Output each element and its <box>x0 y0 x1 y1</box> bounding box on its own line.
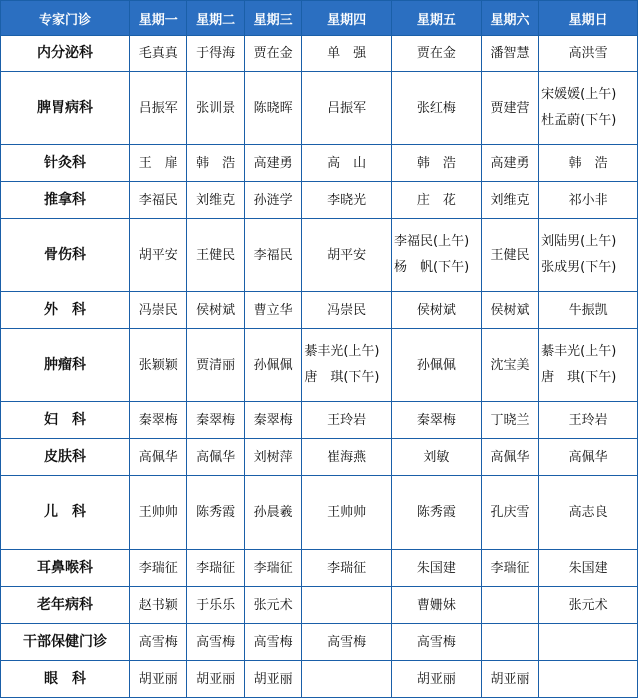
doctor-name: 王玲岩 <box>568 412 608 428</box>
doctor-name: 李福民 <box>253 247 293 263</box>
doctor-cell-saturday <box>482 402 538 438</box>
doctor-name: 孔庆雪 <box>490 505 530 520</box>
department-name: 推拿科 <box>1 182 129 218</box>
table-row <box>1 145 637 181</box>
doctor-name: 韩 浩 <box>416 155 456 171</box>
doctor-cell-friday <box>392 72 481 144</box>
header-friday: 星期五 <box>392 1 481 35</box>
doctor-name-shift: 綦丰光(上午) <box>541 344 617 359</box>
department-name: 针灸科 <box>1 145 129 181</box>
doctor-cell-friday <box>392 36 481 71</box>
doctor-name-shift: 唐 琪(下午) <box>304 370 380 385</box>
doctor-cell-monday <box>130 661 186 697</box>
table-row <box>1 550 637 586</box>
table-row <box>1 402 637 438</box>
doctor-name-shift: 杨 帆(下午) <box>394 260 470 275</box>
header-sunday: 星期日 <box>539 1 637 35</box>
doctor-name: 陈秀霞 <box>196 505 236 520</box>
doctor-cell-sunday <box>539 72 637 144</box>
doctor-name: 赵书颖 <box>138 597 178 613</box>
doctor-name: 高 山 <box>327 155 367 171</box>
doctor-name: 庄 花 <box>416 192 456 208</box>
table-row <box>1 182 637 218</box>
doctor-name: 丁晓兰 <box>490 412 530 428</box>
doctor-cell-sunday <box>539 624 637 660</box>
doctor-cell-monday <box>130 72 186 144</box>
doctor-name: 贾在金 <box>253 46 293 61</box>
doctor-name: 胡亚丽 <box>416 671 456 687</box>
doctor-cell-saturday <box>482 145 538 181</box>
doctor-name: 曹姗妹 <box>416 597 456 613</box>
doctor-name: 胡亚丽 <box>138 671 178 687</box>
doctor-name: 韩 浩 <box>196 155 236 171</box>
doctor-cell-sunday <box>539 550 637 586</box>
doctor-cell-monday <box>130 476 186 549</box>
doctor-name: 王玲岩 <box>327 412 367 428</box>
doctor-cell-tuesday <box>187 402 243 438</box>
doctor-cell-saturday <box>482 550 538 586</box>
doctor-cell-monday <box>130 550 186 586</box>
doctor-name: 高雪梅 <box>253 634 293 650</box>
doctor-name: 胡亚丽 <box>253 671 293 687</box>
doctor-cell-saturday <box>482 292 538 328</box>
table-row <box>1 219 637 291</box>
doctor-name: 张训景 <box>196 100 236 116</box>
doctor-cell-saturday <box>482 36 538 71</box>
table-row <box>1 661 637 697</box>
doctor-cell-friday <box>392 219 481 291</box>
table-row <box>1 36 637 71</box>
doctor-cell-wednesday <box>245 145 301 181</box>
schedule-body <box>1 36 637 697</box>
doctor-cell-tuesday <box>187 439 243 475</box>
doctor-cell-friday <box>392 439 481 475</box>
doctor-cell-monday <box>130 439 186 475</box>
doctor-cell-saturday <box>482 72 538 144</box>
department-name: 脾胃病科 <box>1 72 129 144</box>
department-name: 眼 科 <box>1 661 129 697</box>
doctor-name: 秦翠梅 <box>138 412 178 428</box>
doctor-name-shift: 宋媛媛(上午) <box>541 87 617 102</box>
doctor-name: 李晓光 <box>327 192 367 208</box>
doctor-cell-saturday <box>482 624 538 660</box>
doctor-cell-sunday <box>539 182 637 218</box>
doctor-cell-sunday <box>539 402 637 438</box>
header-wednesday: 星期三 <box>245 1 301 35</box>
doctor-name: 沈宝美 <box>490 357 530 373</box>
doctor-cell-sunday <box>539 587 637 623</box>
doctor-name: 侯树斌 <box>490 302 530 318</box>
doctor-name: 刘树萍 <box>253 449 293 465</box>
doctor-name: 秦翠梅 <box>196 412 236 428</box>
doctor-cell-tuesday <box>187 624 243 660</box>
doctor-cell-friday <box>392 145 481 181</box>
doctor-cell-tuesday <box>187 661 243 697</box>
department-name: 干部保健门诊 <box>1 624 129 660</box>
doctor-name: 陈晓晖 <box>253 100 293 116</box>
header-thursday: 星期四 <box>302 1 391 35</box>
header-monday: 星期一 <box>130 1 186 35</box>
doctor-name: 孙佩佩 <box>416 357 456 373</box>
doctor-cell-sunday <box>539 219 637 291</box>
doctor-cell-monday <box>130 36 186 71</box>
doctor-name: 潘智慧 <box>490 46 530 61</box>
doctor-cell-saturday <box>482 587 538 623</box>
doctor-name: 李瑞征 <box>490 560 530 576</box>
doctor-cell-saturday <box>482 439 538 475</box>
doctor-name: 张红梅 <box>416 100 456 116</box>
doctor-name: 张元术 <box>253 597 293 613</box>
doctor-name-shift: 李福民(上午) <box>394 234 470 249</box>
doctor-name: 王健民 <box>490 247 530 263</box>
doctor-name: 韩 浩 <box>568 155 608 171</box>
doctor-name: 贾建营 <box>490 100 530 116</box>
doctor-name: 秦翠梅 <box>416 412 456 428</box>
doctor-name: 高佩华 <box>568 449 608 465</box>
doctor-cell-tuesday <box>187 219 243 291</box>
doctor-cell-friday <box>392 476 481 549</box>
table-row <box>1 292 637 328</box>
doctor-name: 王帅帅 <box>138 505 178 520</box>
doctor-name: 朱国建 <box>416 560 456 576</box>
doctor-name: 高雪梅 <box>416 634 456 650</box>
doctor-cell-monday <box>130 402 186 438</box>
doctor-cell-sunday <box>539 292 637 328</box>
doctor-cell-wednesday <box>245 329 301 401</box>
doctor-name: 刘维克 <box>490 192 530 208</box>
doctor-cell-monday <box>130 329 186 401</box>
doctor-cell-thursday <box>302 219 391 291</box>
doctor-cell-thursday <box>302 550 391 586</box>
doctor-cell-monday <box>130 182 186 218</box>
doctor-cell-thursday <box>302 329 391 401</box>
doctor-cell-sunday <box>539 476 637 549</box>
department-name: 骨伤科 <box>1 219 129 291</box>
doctor-name: 胡平安 <box>138 247 178 263</box>
doctor-name-shift: 唐 琪(下午) <box>541 370 617 385</box>
doctor-name: 孙晨羲 <box>253 505 293 520</box>
doctor-name: 高佩华 <box>196 449 236 465</box>
doctor-cell-thursday <box>302 661 391 697</box>
doctor-cell-wednesday <box>245 292 301 328</box>
doctor-name: 李瑞征 <box>327 560 367 576</box>
doctor-cell-saturday <box>482 661 538 697</box>
department-name: 老年病科 <box>1 587 129 623</box>
doctor-cell-thursday <box>302 439 391 475</box>
doctor-name: 贾在金 <box>416 46 456 61</box>
doctor-name: 高洪雪 <box>568 46 608 61</box>
doctor-cell-tuesday <box>187 550 243 586</box>
doctor-name: 高佩华 <box>490 449 530 465</box>
doctor-cell-tuesday <box>187 329 243 401</box>
doctor-cell-thursday <box>302 292 391 328</box>
doctor-name: 陈秀霞 <box>416 505 456 520</box>
doctor-cell-saturday <box>482 476 538 549</box>
doctor-name: 李瑞征 <box>138 560 178 576</box>
doctor-name: 贾清丽 <box>196 357 236 373</box>
doctor-name: 李福民 <box>138 192 178 208</box>
doctor-cell-wednesday <box>245 72 301 144</box>
doctor-name: 高雪梅 <box>196 634 236 650</box>
doctor-cell-wednesday <box>245 624 301 660</box>
doctor-cell-tuesday <box>187 36 243 71</box>
doctor-name-shift: 杜孟蔚(下午) <box>541 113 617 128</box>
doctor-name-shift: 綦丰光(上午) <box>304 344 380 359</box>
doctor-cell-thursday <box>302 402 391 438</box>
header-row <box>1 1 637 35</box>
department-name: 皮肤科 <box>1 439 129 475</box>
doctor-cell-friday <box>392 661 481 697</box>
doctor-name: 于得海 <box>196 46 236 61</box>
header-dept: 专家门诊 <box>1 1 129 35</box>
doctor-name-shift: 张成男(下午) <box>541 260 617 275</box>
doctor-cell-sunday <box>539 329 637 401</box>
doctor-cell-friday <box>392 402 481 438</box>
doctor-cell-thursday <box>302 36 391 71</box>
doctor-cell-saturday <box>482 329 538 401</box>
doctor-name: 高雪梅 <box>138 634 178 650</box>
doctor-cell-thursday <box>302 476 391 549</box>
table-row <box>1 439 637 475</box>
table-row <box>1 72 637 144</box>
doctor-cell-thursday <box>302 72 391 144</box>
doctor-name: 吕振军 <box>138 100 178 116</box>
doctor-name: 王帅帅 <box>327 505 367 520</box>
doctor-cell-sunday <box>539 36 637 71</box>
department-name: 妇 科 <box>1 402 129 438</box>
doctor-name: 高佩华 <box>138 449 178 465</box>
doctor-cell-wednesday <box>245 587 301 623</box>
doctor-cell-tuesday <box>187 182 243 218</box>
doctor-name: 张颖颖 <box>138 357 178 373</box>
doctor-name: 秦翠梅 <box>253 412 293 428</box>
doctor-cell-tuesday <box>187 587 243 623</box>
doctor-cell-friday <box>392 624 481 660</box>
doctor-name: 高建勇 <box>253 155 293 171</box>
doctor-cell-friday <box>392 587 481 623</box>
doctor-name: 张元术 <box>568 597 608 613</box>
doctor-name: 胡亚丽 <box>490 671 530 687</box>
doctor-cell-tuesday <box>187 476 243 549</box>
doctor-name: 冯崇民 <box>138 302 178 318</box>
doctor-name-shift: 刘陆男(上午) <box>541 234 617 249</box>
doctor-name: 李瑞征 <box>196 560 236 576</box>
department-name: 耳鼻喉科 <box>1 550 129 586</box>
doctor-name: 侯树斌 <box>196 302 236 318</box>
doctor-cell-friday <box>392 329 481 401</box>
doctor-name: 孙涟学 <box>253 192 293 208</box>
department-name: 儿 科 <box>1 476 129 549</box>
doctor-name: 祁小非 <box>568 192 608 208</box>
doctor-cell-thursday <box>302 145 391 181</box>
header-saturday: 星期六 <box>482 1 538 35</box>
doctor-cell-thursday <box>302 182 391 218</box>
doctor-cell-wednesday <box>245 402 301 438</box>
doctor-name: 单 强 <box>327 46 367 61</box>
doctor-name: 刘敏 <box>423 449 450 465</box>
doctor-cell-thursday <box>302 587 391 623</box>
header-tuesday: 星期二 <box>187 1 243 35</box>
doctor-cell-sunday <box>539 439 637 475</box>
doctor-name: 王健民 <box>196 247 236 263</box>
doctor-cell-wednesday <box>245 550 301 586</box>
doctor-cell-friday <box>392 182 481 218</box>
doctor-cell-wednesday <box>245 36 301 71</box>
doctor-name: 侯树斌 <box>416 302 456 318</box>
doctor-name: 吕振军 <box>327 100 367 116</box>
doctor-name: 高志良 <box>568 505 608 520</box>
doctor-cell-sunday <box>539 661 637 697</box>
doctor-cell-monday <box>130 587 186 623</box>
table-row <box>1 329 637 401</box>
doctor-name: 崔海燕 <box>327 449 367 465</box>
doctor-name: 牛振凯 <box>568 302 608 318</box>
doctor-cell-monday <box>130 145 186 181</box>
doctor-cell-monday <box>130 219 186 291</box>
doctor-name: 高雪梅 <box>327 634 367 650</box>
doctor-cell-saturday <box>482 219 538 291</box>
doctor-cell-wednesday <box>245 182 301 218</box>
doctor-name: 李瑞征 <box>253 560 293 576</box>
doctor-cell-tuesday <box>187 292 243 328</box>
doctor-name: 毛真真 <box>138 46 178 61</box>
doctor-cell-sunday <box>539 145 637 181</box>
doctor-name: 高建勇 <box>490 155 530 171</box>
doctor-name: 于乐乐 <box>196 597 236 613</box>
doctor-name: 刘维克 <box>196 192 236 208</box>
doctor-cell-wednesday <box>245 439 301 475</box>
table-row <box>1 476 637 549</box>
doctor-name: 曹立华 <box>253 302 293 318</box>
doctor-cell-wednesday <box>245 476 301 549</box>
doctor-cell-tuesday <box>187 72 243 144</box>
department-name: 肿瘤科 <box>1 329 129 401</box>
doctor-name: 朱国建 <box>568 560 608 576</box>
doctor-name: 王 扉 <box>138 155 178 171</box>
doctor-cell-monday <box>130 292 186 328</box>
doctor-cell-thursday <box>302 624 391 660</box>
doctor-name: 冯崇民 <box>327 302 367 318</box>
table-row <box>1 587 637 623</box>
doctor-cell-tuesday <box>187 145 243 181</box>
doctor-cell-wednesday <box>245 661 301 697</box>
doctor-cell-friday <box>392 292 481 328</box>
doctor-cell-monday <box>130 624 186 660</box>
doctor-cell-wednesday <box>245 219 301 291</box>
doctor-cell-friday <box>392 550 481 586</box>
doctor-name: 胡亚丽 <box>196 671 236 687</box>
table-row <box>1 624 637 660</box>
doctor-name: 胡平安 <box>327 247 367 263</box>
doctor-cell-saturday <box>482 182 538 218</box>
department-name: 外 科 <box>1 292 129 328</box>
doctor-name: 孙佩佩 <box>253 357 293 373</box>
department-name: 内分泌科 <box>1 36 129 71</box>
